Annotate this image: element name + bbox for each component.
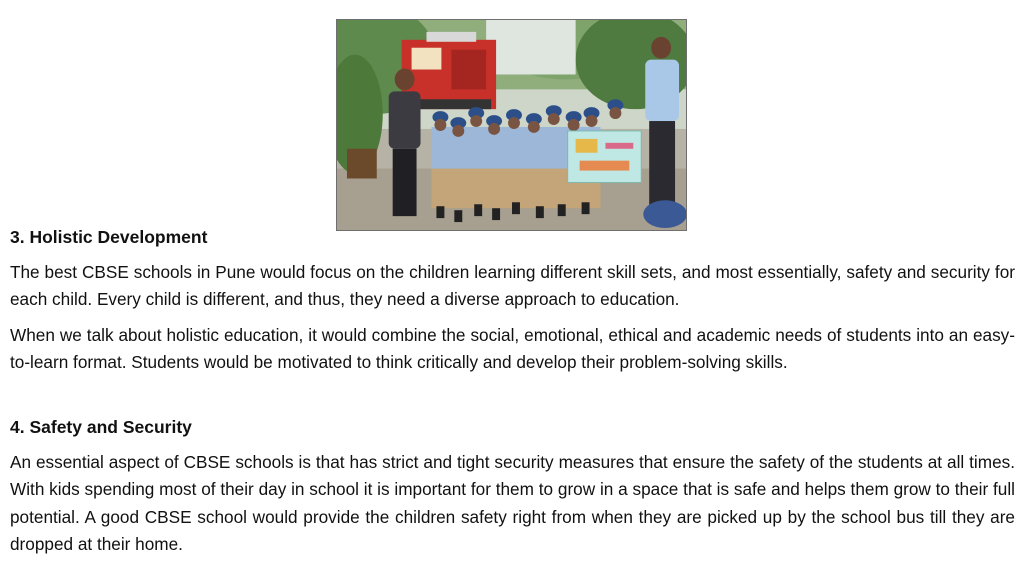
school-children-photo <box>336 19 687 231</box>
section-heading-safety-and-security: 4. Safety and Security <box>10 417 192 437</box>
safety-and-security-paragraph: An essential aspect of CBSE schools is that has strict and tight security measures that ensure the safety of the students at all times. With kids spending most of their day in school it is important for them to grow in a space that is safe and helps them grow to their full potential. A good CBSE school would provide the children safety right from when they are picked up by the school bus till they are dropped at their home. <box>10 452 1015 554</box>
section-heading-holistic-development: 3. Holistic Development <box>10 227 208 247</box>
holistic-development-paragraph-2: When we talk about holistic education, it would combine the social, emotional, ethical and academic needs of students into an easy-to-learn format. Students would be motivated to think critically and develop their problem-solving skills. <box>10 325 1015 373</box>
holistic-development-paragraph-1: The best CBSE schools in Pune would focus on the children learning different skill sets, and most essentially, safety and security for each child. Every child is different, and thus, they need a diverse approach to education. <box>10 262 1015 310</box>
